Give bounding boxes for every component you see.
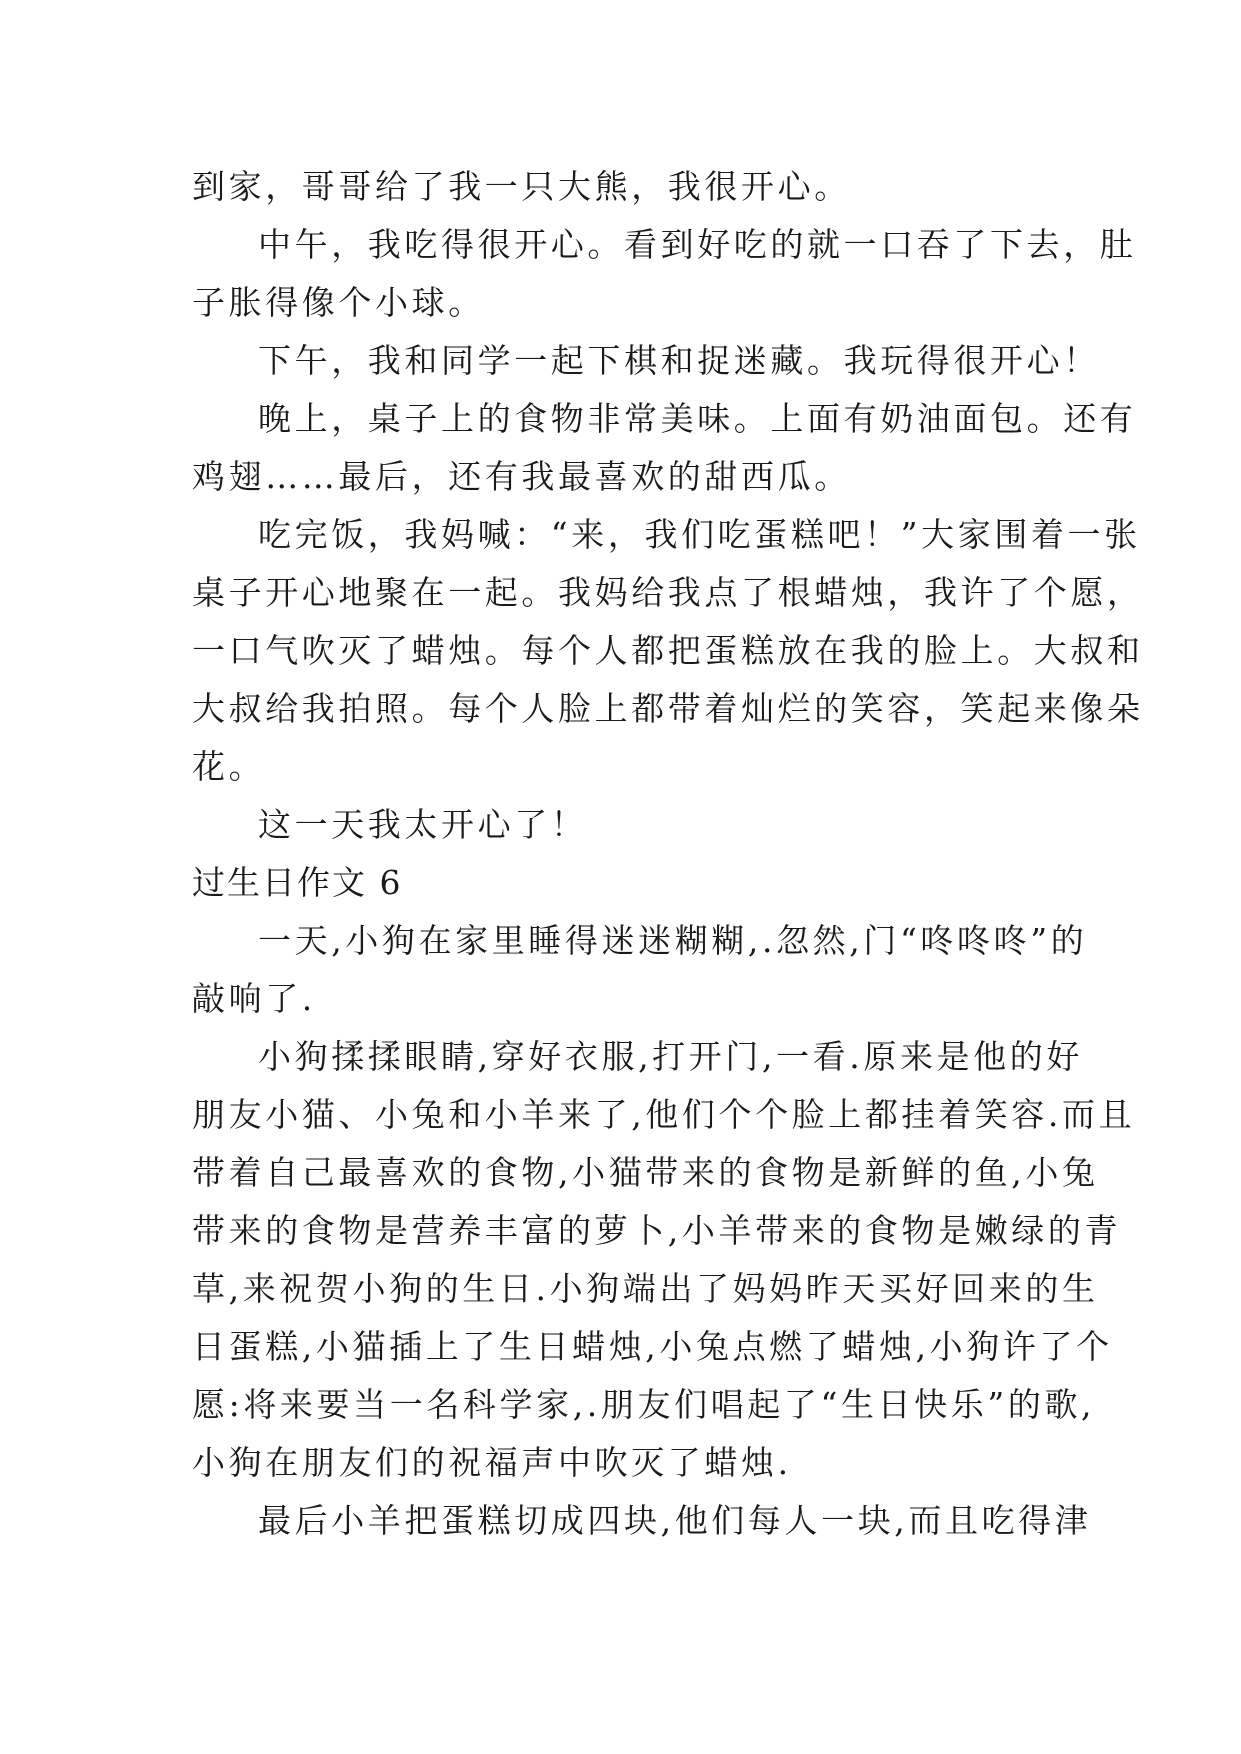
text-line: 大叔给我拍照。每个人脸上都带着灿烂的笑容，笑起来像朵: [192, 689, 1144, 728]
text-line: 小狗揉揉眼睛,穿好衣服,打开门,一看.原来是他的好: [258, 1037, 1083, 1076]
text-line: 草,来祝贺小狗的生日.小狗端出了妈妈昨天买好回来的生: [192, 1269, 1099, 1308]
section-heading: 过生日作文 6: [192, 863, 403, 902]
text-line: 带着自己最喜欢的食物,小猫带来的食物是新鲜的鱼,小兔: [192, 1153, 1099, 1192]
text-line: 中午，我吃得很开心。看到好吃的就一口吞了下去，肚: [258, 225, 1137, 264]
text-line: 愿:将来要当一名科学家,.朋友们唱起了“生日快乐”的歌,: [192, 1385, 1096, 1424]
text-line: 桌子开心地聚在一起。我妈给我点了根蜡烛，我许了个愿，: [192, 573, 1144, 612]
text-line: 带来的食物是营养丰富的萝卜,小羊带来的食物是嫩绿的青: [192, 1211, 1122, 1250]
text-line: 小狗在朋友们的祝福声中吹灭了蜡烛.: [192, 1443, 792, 1482]
text-line: 到家，哥哥给了我一只大熊，我很开心。: [192, 167, 851, 206]
text-line: 鸡翅……最后，还有我最喜欢的甜西瓜。: [192, 457, 851, 496]
text-line: 吃完饭，我妈喊：“来，我们吃蛋糕吧！”大家围着一张: [258, 515, 1141, 554]
text-line: 日蛋糕,小猫插上了生日蜡烛,小兔点燃了蜡烛,小狗许了个: [192, 1327, 1113, 1366]
document-body: [192, 158, 1144, 1550]
text-line: 子胀得像个小球。: [192, 283, 485, 322]
text-line: 晚上，桌子上的食物非常美味。上面有奶油面包。还有: [258, 399, 1137, 438]
text-line: 敲响了.: [192, 979, 316, 1018]
text-line: 朋友小猫、小兔和小羊来了,他们个个脸上都挂着笑容.而且: [192, 1095, 1136, 1134]
text-line: 下午，我和同学一起下棋和捉迷藏。我玩得很开心！: [258, 341, 1100, 380]
text-line: 最后小羊把蛋糕切成四块,他们每人一块,而且吃得津: [258, 1501, 1092, 1540]
text-line: 一天,小狗在家里睡得迷迷糊糊,.忽然,门“咚咚咚”的: [258, 921, 1088, 960]
text-line: 花。: [192, 747, 266, 786]
text-line: 一口气吹灭了蜡烛。每个人都把蛋糕放在我的脸上。大叔和: [192, 631, 1144, 670]
text-line: 这一天我太开心了！: [258, 805, 588, 844]
